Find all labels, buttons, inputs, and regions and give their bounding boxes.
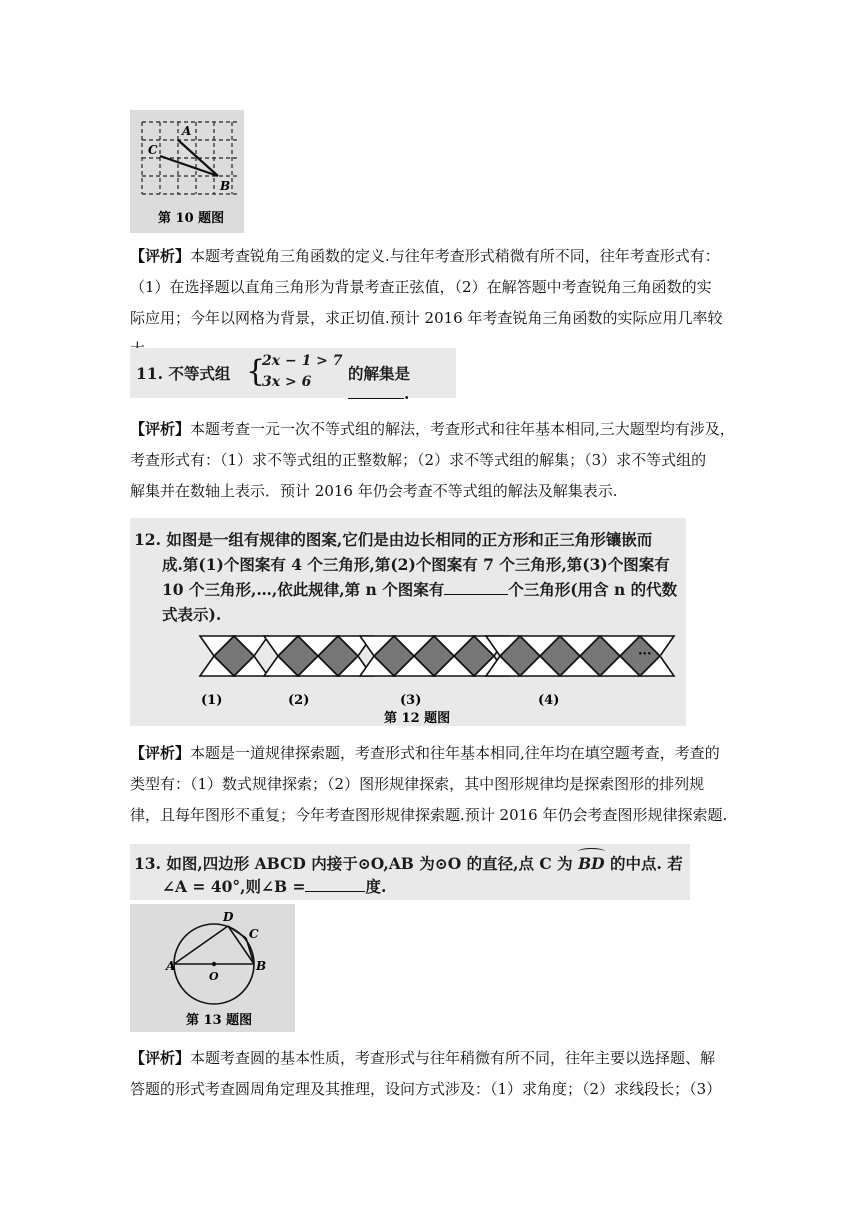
analysis-11-line2: 考查形式有：（1）求不等式组的正整数解；（2）求不等式组的解集；（3）求不等式组的 <box>130 451 707 469</box>
pattern-label-3: (3) <box>400 693 422 708</box>
pattern-label-1: (1) <box>201 693 223 708</box>
figure-10-caption: 第 10 题图 <box>158 211 225 226</box>
label-a: A <box>182 124 192 138</box>
inequality-1: 2x − 1 > 7 <box>262 353 343 369</box>
label-o: O <box>209 970 219 983</box>
figure-10 <box>130 110 244 233</box>
question-11 <box>130 348 456 403</box>
analysis-12 <box>130 738 742 831</box>
figure-13 <box>130 904 295 1032</box>
analysis-13 <box>130 1043 742 1105</box>
question-12-line2: 成.第(1)个图案有 4 个三角形,第(2)个图案有 7 个三角形,第(3)个图案有 <box>162 555 670 574</box>
label-b: B <box>220 179 231 193</box>
figure-13-caption: 第 13 题图 <box>186 1013 253 1028</box>
question-11-prefix: 11. 不等式组 <box>136 364 231 383</box>
circle-diagram <box>130 904 295 1032</box>
question-12 <box>130 518 686 726</box>
pattern-1 <box>200 636 268 676</box>
pattern-label-4: (4) <box>538 693 560 708</box>
pattern-2 <box>264 636 372 676</box>
question-13 <box>130 844 690 900</box>
question-12-line1: 12. 如图是一组有规律的图案,它们是由边长相同的正方形和正三角形镶嵌而 <box>134 530 653 549</box>
analysis-10 <box>130 241 742 365</box>
analysis-13-line2: 答题的形式考查圆周角定理及其推理，设问方式涉及：（1）求角度；（2）求线段长；（3） <box>130 1080 722 1098</box>
analysis-10-line2: （1）在选择题以直角三角形为背景考查正弦值，（2）在解答题中考查锐角三角函数的实 <box>130 278 712 296</box>
question-13-line2: ∠A = 40°,则∠B = 度. <box>162 877 387 896</box>
inequality-2: 3x > 6 <box>262 374 312 390</box>
analysis-10-line1: 【评析】本题考查锐角三角函数的定义.与往年考查形式稍微有所不同，往年考查形式有： <box>130 247 720 265</box>
label-d: D <box>223 910 234 924</box>
figure-12-caption: 第 12 题图 <box>384 711 451 726</box>
analysis-11-line3: 解集并在数轴上表示．预计 2016 年仍会考查不等式组的解法及解集表示. <box>130 482 618 500</box>
label-a: A <box>166 959 176 973</box>
label-b: B <box>256 959 267 973</box>
question-13-line1: 13. 如图,四边形 ABCD 内接于⊙O,AB 为⊙O 的直径,点 C 为 BD 的中点. 若 <box>134 852 683 874</box>
pattern-figure <box>130 622 686 726</box>
analysis-11-line1: 【评析】本题考查一元一次不等式组的解法，考查形式和往年基本相同,三大题型均有涉及， <box>130 420 735 438</box>
answer-blank <box>444 594 508 595</box>
label-c: C <box>148 143 158 157</box>
label-c: C <box>249 927 259 941</box>
pattern-label-2: (2) <box>288 693 310 708</box>
analysis-12-line2: 类型有：（1）数式规律探索；（2）图形规律探索，其中图形规律均是探索图形的排列规 <box>130 775 705 793</box>
analysis-11 <box>130 414 742 507</box>
answer-blank <box>348 398 404 399</box>
analysis-12-line1: 【评析】本题是一道规律探索题，考查形式和往年基本相同,往年均在填空题考查，考查的 <box>130 744 720 762</box>
analysis-13-line1: 【评析】本题考查圆的基本性质，考查形式与往年稍微有所不同，往年主要以选择题、解 <box>130 1049 716 1067</box>
analysis-12-line3: 律，且每年图形不重复；今年考查图形规律探索题.预计 2016 年仍会考查图形规律探索题. <box>130 806 728 824</box>
grid-triangle-diagram <box>130 110 244 233</box>
pattern-3 <box>360 636 508 676</box>
brace-icon: { <box>246 354 266 389</box>
question-11-suffix: 的解集是. <box>348 364 411 403</box>
ellipsis: ··· <box>638 647 652 662</box>
question-12-line4: 式表示). <box>162 605 222 624</box>
analysis-10-line3: 际应用；今年以网格为背景，求正切值.预计 2016 年考查锐角三角函数的实际应用几率较 <box>130 309 723 327</box>
answer-blank <box>305 891 365 892</box>
question-12-line3: 10 个三角形,…,依此规律,第 n 个图案有 个三角形(用含 n 的代数 <box>162 580 678 599</box>
arc-bd: BD <box>578 854 605 873</box>
